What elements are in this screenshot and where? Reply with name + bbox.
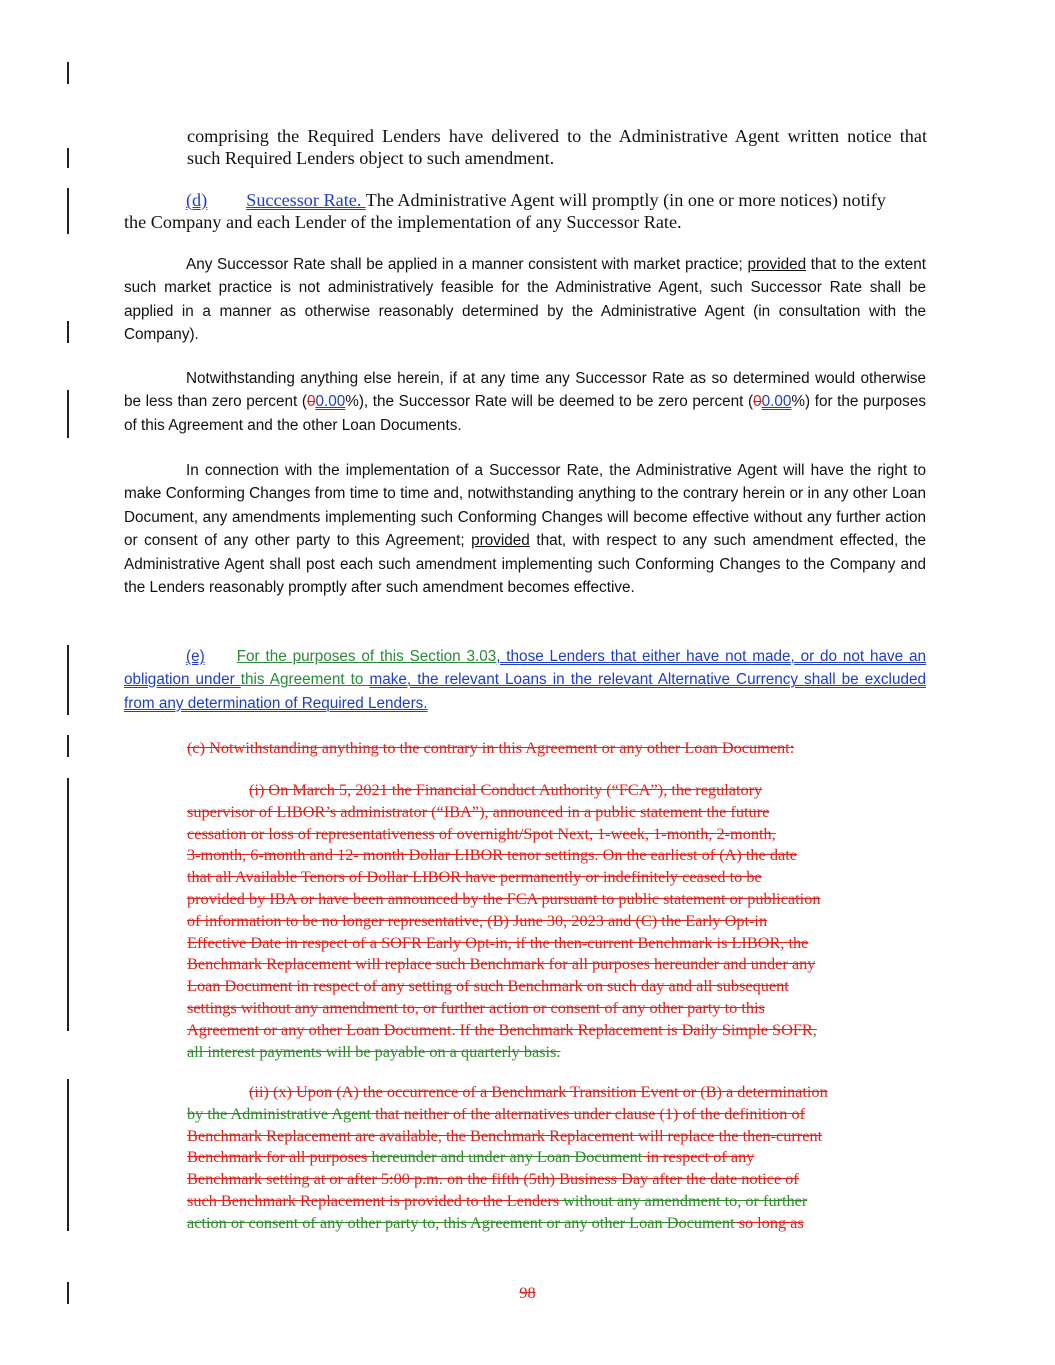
deleted-text: of information to be no longer representative, (B) June 30, 2023 and (C) the Early Opt-in (187, 910, 768, 930)
intro-line-2: such Required Lenders object to such amendment. (187, 148, 555, 168)
change-bar (67, 735, 69, 757)
inserted-text: , those Lenders that either have not made, or do not have an obligation under (124, 648, 926, 689)
section-d-paragraph (124, 189, 927, 233)
intro-paragraph (187, 125, 927, 169)
deleted-text: Benchmark Replacement will replace such Benchmark for all purposes hereunder and under any (187, 954, 816, 974)
deleted-text: Loan Document in respect of any setting of such Benchmark on such day and all subsequent (187, 976, 789, 996)
deleted-text: settings without any amendment to, or further action or consent of any other party to this (187, 997, 765, 1017)
text-span: %), the Successor Rate will be deemed to be zero percent ( (345, 393, 754, 411)
provided-term: provided (471, 532, 530, 550)
change-bar (67, 1079, 69, 1231)
text-span: %) for the purposes of this Agreement and the other Loan Documents. (124, 393, 926, 434)
inserted-text-green: For the purposes of this Section 3.03 (236, 648, 497, 665)
section-d-heading: Successor Rate. (246, 190, 366, 210)
intro-line-1: comprising the Required Lenders have delivered to the Administrative Agent written notice that (187, 126, 927, 146)
deleted-clause-i (187, 779, 929, 1062)
inserted-text: 0.00 (761, 393, 792, 411)
text-span: that, with respect to any such amendment effected, the Administrative Agent shall post each such amendment implementing such Conforming Changes to the Company and the Lenders reasonably promptly after such amendment becomes effective. (124, 532, 927, 597)
text-span: Any Successor Rate shall be applied in a manner consistent with market practice; (186, 256, 748, 273)
deleted-text: Benchmark for all purposes (187, 1147, 368, 1167)
change-bar (67, 645, 69, 715)
deleted-text-green: hereunder and under any Loan Document (367, 1147, 643, 1167)
page-number-text: 98 (519, 1283, 536, 1302)
deleted-text: Document: (721, 738, 795, 757)
deleted-text-green: action or consent of any other party to, this Agreement or any other Loan Document (187, 1212, 735, 1232)
deleted-text: such Benchmark Replacement is provided to the Lenders (187, 1190, 560, 1210)
section-d-text-2: the Company and each Lender of the implementation of any Successor Rate. (124, 212, 682, 232)
change-bar (67, 390, 69, 438)
provided-term: provided (747, 256, 807, 273)
inserted-text-green: this Agreement to (240, 671, 370, 689)
inserted-text: make, the relevant Loans in the relevant Alternative Currency shall be excluded from any determination of Required Lenders. (124, 671, 926, 712)
change-bar (67, 62, 69, 84)
deleted-text: Benchmark setting at or after 5:00 p.m. on the fifth (5th) Business Day after the date notice of (187, 1169, 799, 1189)
conforming-changes-paragraph (124, 459, 926, 599)
text-span: that to the extent such market practice is not administratively feasible for the Administrative Agent, such Successor Rate shall be applied in a manner as otherwise reasonably determined by the Administrative Agent (in consultation with the Company). (124, 256, 926, 344)
deleted-text: Benchmark Replacement are available, the Benchmark Replacement will replace the then-current (187, 1125, 823, 1145)
change-bar (67, 321, 69, 343)
deleted-text: 0 (306, 393, 316, 411)
successor-rate-application-paragraph (124, 253, 926, 347)
deleted-text: (i) On March 5, 2021 the Financial Conduct Authority (“FCA”), the regulatory (249, 780, 763, 799)
text-span: In connection with the implementation of a Successor Rate, the Administrative Agent will have the right to make Conforming Changes from time to time and, notwithstanding anything to the contrary herein or in any other Loan Document, any amendments implementing such Conforming Changes will become effective without any further action or consent of any other party to this Agreement; (124, 462, 926, 550)
deleted-text: Agreement or any other Loan Document. If the Benchmark Replacement is Daily Simple SOFR (187, 1019, 813, 1039)
change-bar (67, 778, 69, 1031)
change-bar (67, 188, 69, 234)
section-d-number: (d) (186, 190, 208, 210)
deleted-text: Effective Date in respect of a SOFR Early Opt-in, if the then-current Benchmark is LIBOR, the (187, 932, 809, 952)
deleted-text: in respect of any (642, 1147, 755, 1167)
deleted-text-green: by the Administrative Agent (187, 1103, 372, 1123)
deleted-text: that neither of the alternatives under clause (1) of the definition of (371, 1103, 806, 1123)
deleted-text: (c) Notwithstanding anything to the contrary in this Agreement or any other Loan (187, 738, 722, 757)
section-e-paragraph (124, 645, 926, 715)
deleted-text: 0 (753, 393, 762, 411)
text-span: Notwithstanding anything else herein, if at any time any Successor Rate as so determined would otherwise be less than zero percent ( (124, 370, 926, 411)
inserted-text: 0.00 (315, 393, 346, 411)
section-d-text-1: The Administrative Agent will promptly (in one or more notices) notify (365, 190, 886, 210)
zero-floor-paragraph (124, 367, 926, 437)
deleted-text: that all Available Tenors of Dollar LIBOR have permanently or indefinitely ceased to be (187, 867, 762, 887)
deleted-text: so long as (734, 1212, 804, 1232)
deleted-clause-ii (187, 1081, 929, 1234)
deleted-text: (ii) (x) Upon (A) the occurrence of a Benchmark Transition Event or (B) a determination (249, 1082, 828, 1101)
deleted-text: cessation or loss of representativeness of overnight/Spot Next, 1-week, 1-month, 2-month, (187, 823, 776, 843)
deleted-text-green: all interest payments will be payable on a quarterly basis. (187, 1041, 561, 1061)
deleted-text: 3-month, 6-month and 12- month Dollar LIBOR tenor settings. On the earliest of (A) the date (187, 845, 797, 865)
deleted-text-green: without any amendment to, or further (559, 1190, 808, 1210)
change-bar (67, 148, 69, 168)
deleted-text: supervisor of LIBOR’s administrator (“IBA”), announced in a public statement the future (187, 801, 770, 821)
section-e-number: (e) (186, 648, 205, 665)
deleted-section-c-heading (187, 737, 929, 759)
page-number (0, 1282, 1055, 1304)
deleted-text: provided by IBA or have been announced by the FCA pursuant to public statement or publication (187, 888, 821, 908)
deleted-text-green: , (812, 1019, 817, 1039)
